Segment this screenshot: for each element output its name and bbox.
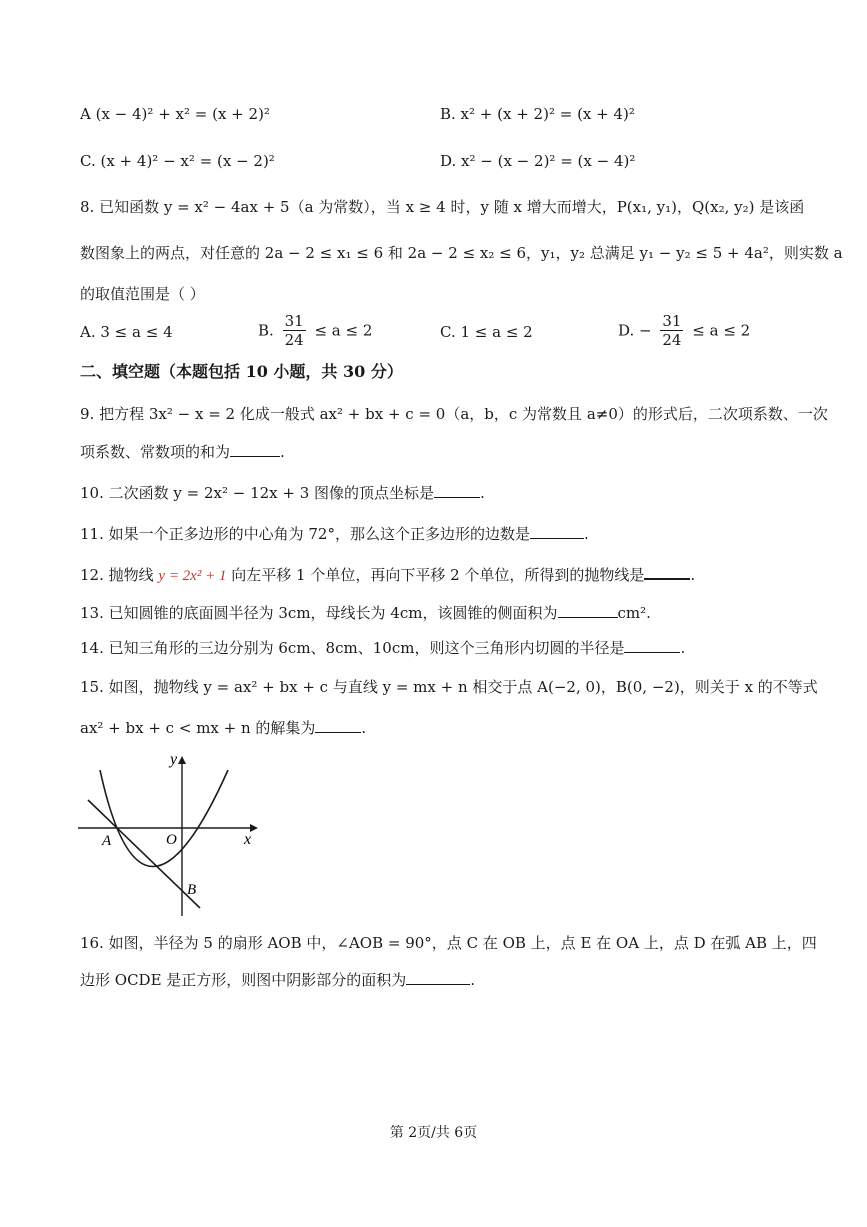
q14-text: 14. 已知三角形的三边分别为 6cm、8cm、10cm，则这个三角形内切圆的半径是 <box>80 639 625 657</box>
q12-post: 向左平移 1 个单位，再向下平移 2 个单位，所得到的抛物线是 <box>226 566 645 584</box>
q12-tail: . <box>690 566 696 584</box>
q15-tail: . <box>361 719 367 737</box>
label-o: O <box>166 832 177 848</box>
q8-option-d-prefix: D. − <box>618 321 652 340</box>
q8-option-b <box>258 312 372 349</box>
q8-option-b-numerator: 31 <box>284 312 304 330</box>
q15-figure <box>78 748 268 918</box>
q16-tail: . <box>470 971 476 989</box>
q16-line1: 16. 如图，半径为 5 的扇形 AOB 中，∠AOB = 90°，点 C 在 OB 上，点 E 在 OA 上，点 D 在弧 AB 上，四 <box>80 934 817 952</box>
q9-tail: . <box>280 443 285 461</box>
q7-option-b: B. x² + (x + 2)² = (x + 4)² <box>440 105 635 123</box>
x-axis-arrow-icon <box>250 824 258 832</box>
parabola-curve <box>100 770 228 867</box>
q15-line2-text: ax² + bx + c < mx + n 的解集为 <box>80 719 316 737</box>
q10 <box>80 481 485 504</box>
q7-option-c: C. (x + 4)² − x² = (x − 2)² <box>80 152 275 170</box>
label-a: A <box>102 833 112 849</box>
q9-answer-blank[interactable] <box>230 440 280 457</box>
section-title: 二、填空题（本题包括 10 小题，共 30 分） <box>80 362 403 381</box>
q7-option-d: D. x² − (x − 2)² = (x − 4)² <box>440 152 636 170</box>
q14 <box>80 636 685 659</box>
q13-tail: cm². <box>617 604 651 622</box>
q12-pre: 12. 抛物线 <box>80 566 159 584</box>
q12-answer-blank[interactable] <box>644 562 690 580</box>
q13-answer-blank[interactable] <box>558 601 618 618</box>
q8-option-a: A. 3 ≤ a ≤ 4 <box>80 323 173 341</box>
q10-answer-blank[interactable] <box>434 481 480 498</box>
label-y: y <box>170 751 178 768</box>
q9-line2 <box>80 440 285 463</box>
q8-option-b-denominator: 24 <box>284 331 304 349</box>
q10-tail: . <box>480 484 485 502</box>
q10-text: 10. 二次函数 y = 2x² − 12x + 3 图像的顶点坐标是 <box>80 484 435 502</box>
q15-answer-blank[interactable] <box>315 716 361 733</box>
q8-line2: 数图象上的两点，对任意的 2a − 2 ≤ x₁ ≤ 6 和 2a − 2 ≤ x₂ ≤ 6，y₁，y₂ 总满足 y₁ − y₂ ≤ 5 + 4a²，则实数 a <box>80 244 843 262</box>
q11-tail: . <box>583 525 589 543</box>
q11-text: 11. 如果一个正多边形的中心角为 72°，那么这个正多边形的边数是 <box>80 525 530 543</box>
q15-line1: 15. 如图，抛物线 y = ax² + bx + c 与直线 y = mx + n 相交于点 A(−2, 0)，B(0, −2)，则关于 x 的不等式 <box>80 678 818 696</box>
straight-line <box>88 800 200 908</box>
q8-option-d <box>618 312 750 349</box>
q15-line2 <box>80 716 366 739</box>
q8-option-c: C. 1 ≤ a ≤ 2 <box>440 323 533 341</box>
y-axis-arrow-icon <box>178 756 186 764</box>
q12-formula: y = 2x² + 1 <box>158 568 227 584</box>
q7-option-a: A (x − 4)² + x² = (x + 2)² <box>80 105 270 123</box>
q12 <box>80 562 695 587</box>
label-b: B <box>187 882 197 898</box>
q14-answer-blank[interactable] <box>624 636 680 653</box>
q8-line1: 8. 已知函数 y = x² − 4ax + 5（a 为常数），当 x ≥ 4 时，y 随 x 增大而增大，P(x₁, y₁)，Q(x₂, y₂) 是该函 <box>80 198 805 216</box>
q14-tail: . <box>680 639 686 657</box>
q9-line1: 9. 把方程 3x² − x = 2 化成一般式 ax² + bx + c = 0（a，b，c 为常数且 a≠0）的形式后，二次项系数、一次 <box>80 405 828 423</box>
page-footer: 第 2页/共 6页 <box>389 1125 478 1141</box>
q16-line2 <box>80 968 475 991</box>
q8-option-d-denominator: 24 <box>662 331 682 349</box>
q13 <box>80 601 651 624</box>
q11 <box>80 522 589 545</box>
label-x: x <box>244 831 252 848</box>
q16-line2-text: 边形 OCDE 是正方形，则图中阴影部分的面积为 <box>80 971 407 989</box>
q8-option-d-numerator: 31 <box>662 312 682 330</box>
q11-answer-blank[interactable] <box>530 522 584 539</box>
q9-line2-text: 项系数、常数项的和为 <box>80 443 231 461</box>
q8-line3: 的取值范围是（ ） <box>80 285 205 303</box>
q8-option-b-suffix: ≤ a ≤ 2 <box>314 321 373 340</box>
q13-text: 13. 已知圆锥的底面圆半径为 3cm，母线长为 4cm，该圆锥的侧面积为 <box>80 604 558 622</box>
section-heading <box>80 361 403 383</box>
q8-option-d-suffix: ≤ a ≤ 2 <box>692 321 751 340</box>
q8-option-b-prefix: B. <box>258 321 274 340</box>
q16-answer-blank[interactable] <box>406 968 470 985</box>
